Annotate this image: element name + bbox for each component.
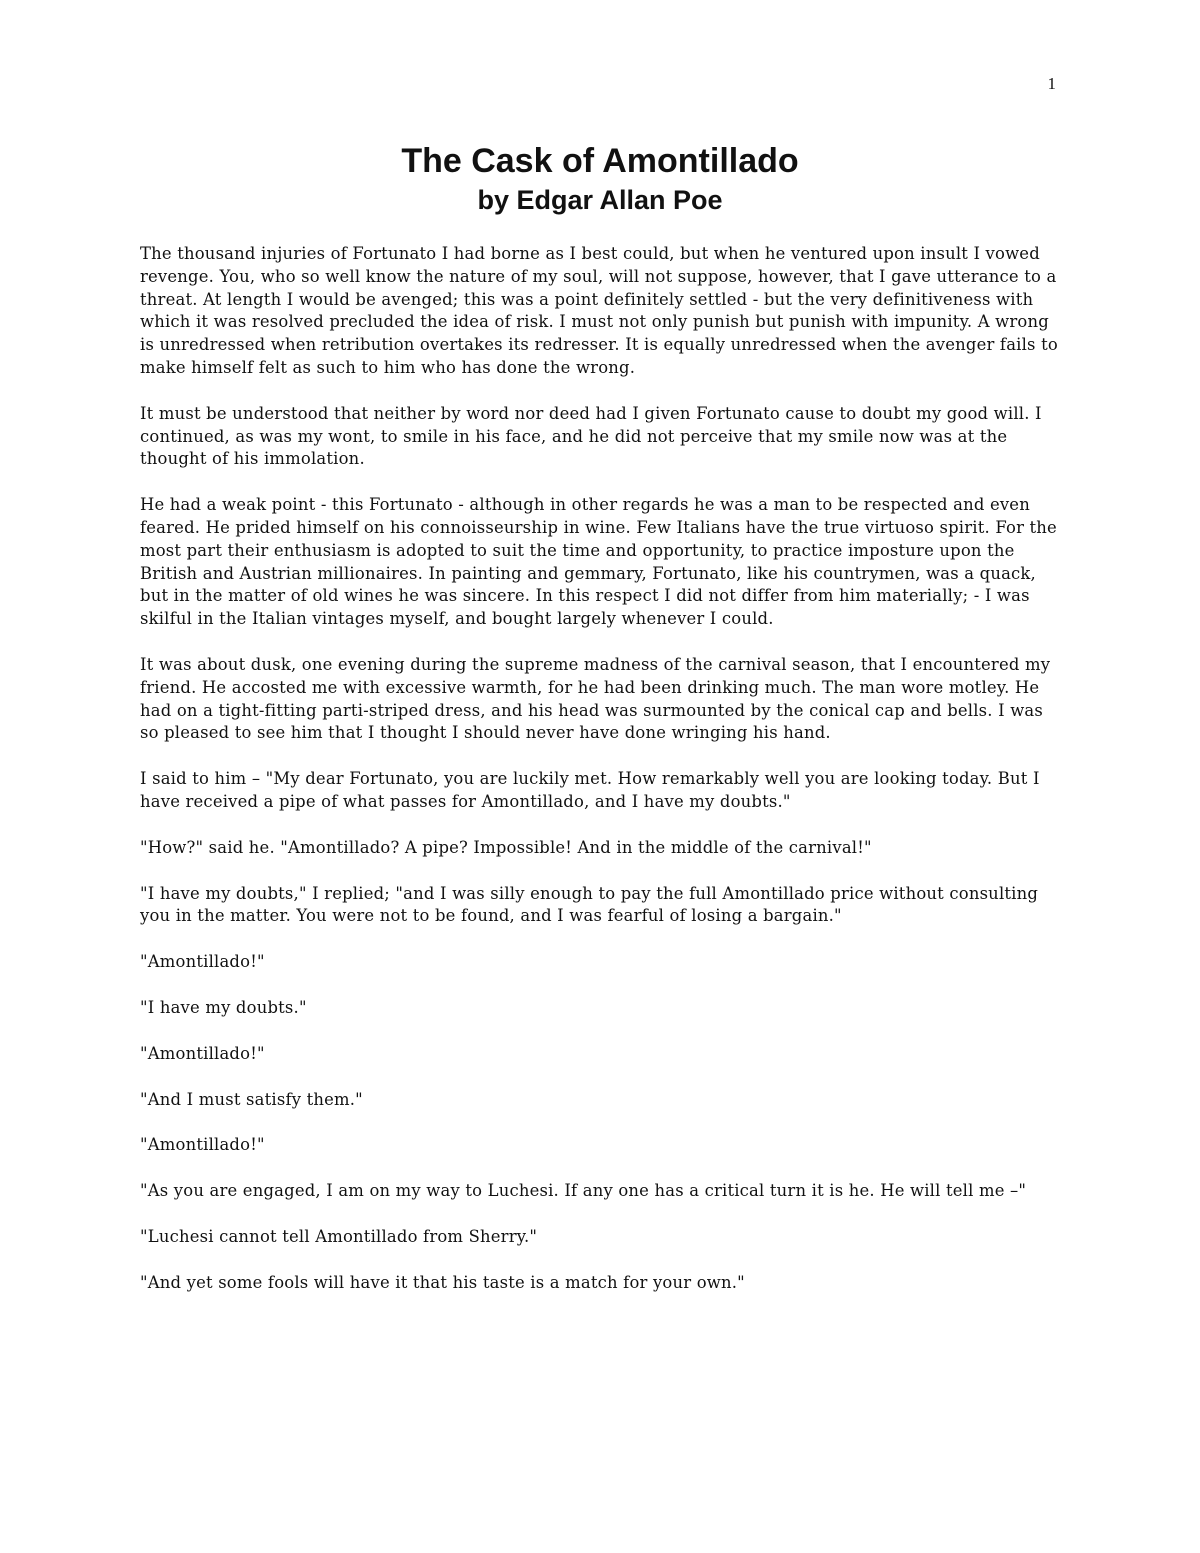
paragraph: "Amontillado!" [140,1043,265,1063]
paragraph: "Amontillado!" [140,952,265,972]
paragraph: "And yet some fools will have it that his taste is a match for your own." [140,1272,745,1292]
paragraph: "I have my doubts," I replied; "and I was silly enough to pay the full Amontillado price without consulting you in the matter. You were not to be found, and I was fearful of losing a bargain." [140,883,1039,926]
page-number: 1 [1047,74,1056,93]
paragraph: It was about dusk, one evening during the supreme madness of the carnival season, that I encountered my friend. He accosted me with excessive warmth, for he had been drinking much. The man wore motley. He had on a tight-fitting parti-striped dress, and his head was surmounted by the conical cap and bells. I was so pleased to see him that I thought I should never have done wringing his hand. [140,654,1051,743]
paragraph: "Amontillado!" [140,1135,265,1155]
paragraph: "I have my doubts." [140,997,307,1017]
paragraph: "As you are engaged, I am on my way to Luchesi. If any one has a critical turn it is he. He will tell me –" [140,1181,1027,1201]
paragraph: It must be understood that neither by word nor deed had I given Fortunato cause to doubt my good will. I continued, as was my wont, to smile in his face, and he did not perceive that my smile now was at the thought of his immolation. [140,403,1042,469]
paragraph: He had a weak point - this Fortunato - although in other regards he was a man to be respected and even feared. He prided himself on his connoisseurship in wine. Few Italians have the true virtuoso spirit. For the most part their enthusiasm is adopted to suit the time and opportunity, to practice imposture upon the British and Austrian millionaires. In painting and gemmary, Fortunato, like his countrymen, was a quack, but in the matter of old wines he was sincere. In this respect I did not differ from him materially; - I was skilful in the Italian vintages myself, and bought largely whenever I could. [140,495,1057,629]
document-body [140,243,1060,1318]
paragraph: "And I must satisfy them." [140,1089,363,1109]
paragraph: The thousand injuries of Fortunato I had borne as I best could, but when he ventured upon insult I vowed revenge. You, who so well know the nature of my soul, will not suppose, however, that I gave utterance to a threat. At length I would be avenged; this was a point definitely settled - but the very definitiveness with which it was resolved precluded the idea of risk. I must not only punish but punish with impunity. A wrong is unredressed when retribution overtakes its redresser. It is equally unredressed when the avenger fails to make himself felt as such to him who has done the wrong. [140,244,1058,377]
paragraph: "How?" said he. "Amontillado? A pipe? Impossible! And in the middle of the carnival!" [140,837,872,857]
document-title: The Cask of Amontillado [401,142,799,180]
document-author: by Edgar Allan Poe [477,185,723,215]
paragraph: "Luchesi cannot tell Amontillado from Sherry." [140,1226,538,1246]
paragraph: I said to him – "My dear Fortunato, you are luckily met. How remarkably well you are looking today. But I have received a pipe of what passes for Amontillado, and I have my doubts." [140,769,1040,811]
